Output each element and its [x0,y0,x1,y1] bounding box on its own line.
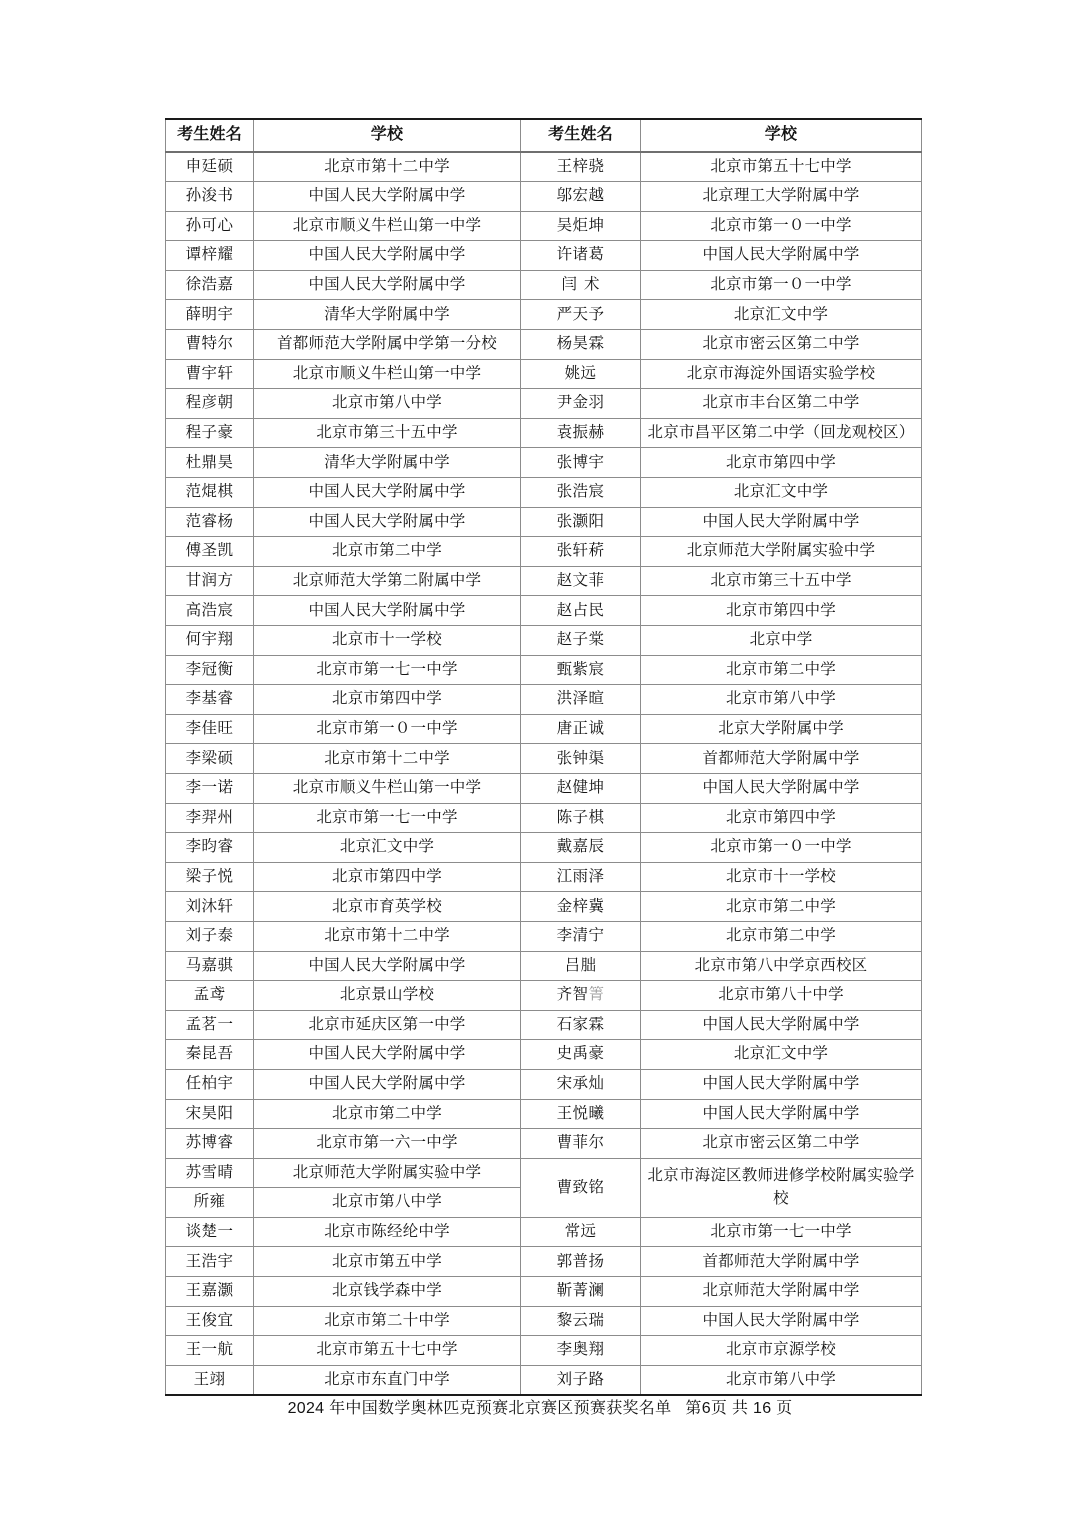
school-left: 北京市第八中学 [254,1188,521,1218]
school-left: 北京市延庆区第一中学 [254,1010,521,1040]
school-left: 北京市第二十中学 [254,1306,521,1336]
school-left: 北京市第十二中学 [254,744,521,774]
school-right: 北京市海淀外国语实验学校 [641,359,922,389]
school-left: 北京市第一七一中学 [254,655,521,685]
table-row [166,1336,922,1366]
school-right: 北京汇文中学 [641,300,922,330]
candidate-name-right: 江雨泽 [521,862,641,892]
table-row [166,359,922,389]
table-row [166,389,922,419]
table-row [166,892,922,922]
candidate-name-left: 曹特尔 [166,330,254,360]
school-left: 北京市顺义牛栏山第一中学 [254,211,521,241]
school-left: 北京市第四中学 [254,685,521,715]
candidate-name-left: 王嘉灏 [166,1277,254,1307]
candidate-name-right: 王梓骁 [521,152,641,182]
school-left: 北京市第一六一中学 [254,1129,521,1159]
candidate-name-left: 孙浚书 [166,182,254,212]
table-row [166,1277,922,1307]
school-left: 北京市第十二中学 [254,152,521,182]
candidate-name-left: 李一诺 [166,773,254,803]
header-school-right: 学校 [641,119,922,152]
school-right: 北京中学 [641,626,922,656]
school-left: 北京市第二中学 [254,537,521,567]
table-row [166,1010,922,1040]
table-row [166,270,922,300]
table-header [166,119,922,152]
candidate-name-left: 所雍 [166,1188,254,1218]
candidate-name-left: 范焜棋 [166,478,254,508]
table-row [166,1069,922,1099]
candidate-name-left: 李梁硕 [166,744,254,774]
table-row [166,862,922,892]
candidate-name-right: 吕朏 [521,951,641,981]
candidate-name-left: 任柏宇 [166,1069,254,1099]
candidate-name-left: 李基睿 [166,685,254,715]
school-right: 北京市第一０一中学 [641,211,922,241]
candidate-name-left: 王翊 [166,1365,254,1395]
candidate-name-right: 靳菁澜 [521,1277,641,1307]
table-row [166,803,922,833]
school-right: 北京市第五十七中学 [641,152,922,182]
school-left: 中国人民大学附属中学 [254,507,521,537]
candidate-name-left: 程子豪 [166,418,254,448]
candidate-name-left: 谈楚一 [166,1217,254,1247]
school-right: 北京市丰台区第二中学 [641,389,922,419]
candidate-name-right: 赵文菲 [521,566,641,596]
candidate-name-left: 谭梓耀 [166,241,254,271]
candidate-name-right: 严天予 [521,300,641,330]
school-left: 中国人民大学附属中学 [254,241,521,271]
candidate-name-right: 张灏阳 [521,507,641,537]
school-left: 中国人民大学附属中学 [254,270,521,300]
candidate-name-left: 梁子悦 [166,862,254,892]
candidate-name-left: 李佳旺 [166,714,254,744]
candidate-name-right: 宋承灿 [521,1069,641,1099]
table-row [166,744,922,774]
candidate-name-left: 傅圣凯 [166,537,254,567]
roster-table-container [165,118,921,1396]
candidate-name-left: 何宇翔 [166,626,254,656]
candidate-name-right: 曹致铭 [521,1158,641,1217]
school-left: 北京市十一学校 [254,626,521,656]
school-left: 北京景山学校 [254,981,521,1011]
school-left: 北京师范大学附属实验中学 [254,1158,521,1188]
candidate-name-right: 王悦曦 [521,1099,641,1129]
school-right: 北京市第二中学 [641,921,922,951]
table-row [166,833,922,863]
table-row [166,1247,922,1277]
school-right: 北京市第八中学京西校区 [641,951,922,981]
candidate-name-right: 李清宁 [521,921,641,951]
table-row [166,1365,922,1395]
school-right: 北京师范大学附属实验中学 [641,537,922,567]
candidate-name-left: 马嘉骐 [166,951,254,981]
table-row [166,1158,922,1188]
table-row [166,418,922,448]
table-row [166,596,922,626]
candidate-name-right: 张钟渠 [521,744,641,774]
school-left: 北京市第五中学 [254,1247,521,1277]
school-left: 清华大学附属中学 [254,448,521,478]
candidate-name-right: 张博宇 [521,448,641,478]
candidate-name-left: 孟茗一 [166,1010,254,1040]
school-right: 中国人民大学附属中学 [641,1306,922,1336]
table-row [166,300,922,330]
page-footer [0,1395,1080,1418]
school-right: 北京市密云区第二中学 [641,1129,922,1159]
school-left: 北京市第五十七中学 [254,1336,521,1366]
candidate-name-right: 洪泽暄 [521,685,641,715]
table-row [166,1040,922,1070]
table-body [166,152,922,1395]
school-right: 北京市第二中学 [641,655,922,685]
school-right: 北京汇文中学 [641,478,922,508]
school-right: 中国人民大学附属中学 [641,773,922,803]
candidate-name-left: 李昀睿 [166,833,254,863]
candidate-name-right: 杨昊霖 [521,330,641,360]
candidate-name-right: 尹金羽 [521,389,641,419]
school-right: 北京市第四中学 [641,596,922,626]
school-right: 北京市第八中学 [641,1365,922,1395]
school-right: 北京市昌平区第二中学（回龙观校区） [641,418,922,448]
candidate-name-left: 孙可心 [166,211,254,241]
school-left: 北京市第三十五中学 [254,418,521,448]
table-row [166,655,922,685]
table-row [166,241,922,271]
table-row [166,182,922,212]
school-right: 北京汇文中学 [641,1040,922,1070]
school-left: 中国人民大学附属中学 [254,1040,521,1070]
school-left: 北京市第一０一中学 [254,714,521,744]
table-row [166,507,922,537]
candidate-name-left: 王浩宇 [166,1247,254,1277]
school-right: 中国人民大学附属中学 [641,1010,922,1040]
candidate-name-right: 曹菲尔 [521,1129,641,1159]
header-school-left: 学校 [254,119,521,152]
school-left: 首都师范大学附属中学第一分校 [254,330,521,360]
school-left: 北京市第四中学 [254,862,521,892]
school-right: 中国人民大学附属中学 [641,507,922,537]
candidate-name-right: 唐正诚 [521,714,641,744]
school-right: 北京师范大学附属中学 [641,1277,922,1307]
school-left: 北京市陈经纶中学 [254,1217,521,1247]
candidate-name-left: 孟鸢 [166,981,254,1011]
candidate-name-right: 张浩宸 [521,478,641,508]
school-right: 中国人民大学附属中学 [641,241,922,271]
candidate-name-left: 曹宇轩 [166,359,254,389]
school-right: 北京市第三十五中学 [641,566,922,596]
table-row [166,626,922,656]
candidate-name-left: 王一航 [166,1336,254,1366]
table-row [166,152,922,182]
table-row [166,537,922,567]
school-right: 北京市第八十中学 [641,981,922,1011]
candidate-name-left: 程彦朝 [166,389,254,419]
school-left: 中国人民大学附属中学 [254,1069,521,1099]
school-right: 北京市第四中学 [641,803,922,833]
candidate-name-right: 郭普扬 [521,1247,641,1277]
table-row [166,685,922,715]
footer-title: 2024 年中国数学奥林匹克预赛北京赛区预赛获奖名单 [287,1400,672,1417]
candidate-name-left: 徐浩嘉 [166,270,254,300]
candidate-name-right: 陈子棋 [521,803,641,833]
school-right: 北京市十一学校 [641,862,922,892]
candidate-name-left: 苏雪晴 [166,1158,254,1188]
table-row [166,1129,922,1159]
school-right: 北京市第一七一中学 [641,1217,922,1247]
candidate-name-right: 齐智箐 [521,981,641,1011]
candidate-name-right: 石家霖 [521,1010,641,1040]
school-left: 北京师范大学第二附属中学 [254,566,521,596]
candidate-name-right: 许诸葛 [521,241,641,271]
candidate-name-right: 李奥翔 [521,1336,641,1366]
school-right: 中国人民大学附属中学 [641,1099,922,1129]
school-right: 北京理工大学附属中学 [641,182,922,212]
table-row [166,1217,922,1247]
candidate-name-left: 秦昆吾 [166,1040,254,1070]
school-left: 北京市第一七一中学 [254,803,521,833]
table-row [166,921,922,951]
candidate-name-right: 邬宏越 [521,182,641,212]
school-left: 中国人民大学附属中学 [254,951,521,981]
table-row [166,981,922,1011]
table-row [166,773,922,803]
table-row [166,951,922,981]
school-left: 北京市顺义牛栏山第一中学 [254,773,521,803]
school-right: 北京市第一０一中学 [641,270,922,300]
school-right: 中国人民大学附属中学 [641,1069,922,1099]
header-name-right: 考生姓名 [521,119,641,152]
school-left: 北京钱学森中学 [254,1277,521,1307]
candidate-name-right: 赵子棠 [521,626,641,656]
school-right: 北京市第二中学 [641,892,922,922]
table-row [166,330,922,360]
school-right: 北京大学附属中学 [641,714,922,744]
school-right: 北京市京源学校 [641,1336,922,1366]
candidate-name-right: 姚远 [521,359,641,389]
school-right: 北京市海淀区教师进修学校附属实验学校 [641,1158,922,1217]
school-right: 首都师范大学附属中学 [641,1247,922,1277]
candidate-name-left: 苏博睿 [166,1129,254,1159]
table-row [166,566,922,596]
candidate-name-right: 金梓冀 [521,892,641,922]
candidate-name-right: 刘子路 [521,1365,641,1395]
candidate-name-left: 刘沐轩 [166,892,254,922]
header-name-left: 考生姓名 [166,119,254,152]
candidate-name-right: 常远 [521,1217,641,1247]
candidate-name-right: 吴炬坤 [521,211,641,241]
award-roster-table [165,118,922,1396]
school-right: 北京市密云区第二中学 [641,330,922,360]
candidate-name-right: 戴嘉辰 [521,833,641,863]
school-left: 北京市顺义牛栏山第一中学 [254,359,521,389]
school-right: 北京市第四中学 [641,448,922,478]
school-left: 北京市第二中学 [254,1099,521,1129]
candidate-name-left: 宋昊阳 [166,1099,254,1129]
candidate-name-left: 甘润方 [166,566,254,596]
table-row [166,1306,922,1336]
candidate-name-left: 李羿州 [166,803,254,833]
candidate-name-left: 高浩宸 [166,596,254,626]
table-row [166,448,922,478]
candidate-name-right: 闫术 [521,270,641,300]
table-row [166,211,922,241]
school-right: 北京市第一０一中学 [641,833,922,863]
footer-page-info: 第6页 共 16 页 [685,1400,793,1417]
candidate-name-left: 范睿杨 [166,507,254,537]
school-left: 中国人民大学附属中学 [254,182,521,212]
table-row [166,1099,922,1129]
table-row [166,714,922,744]
school-right: 北京市第八中学 [641,685,922,715]
school-left: 北京市东直门中学 [254,1365,521,1395]
school-left: 中国人民大学附属中学 [254,596,521,626]
candidate-name-right: 袁振赫 [521,418,641,448]
school-left: 清华大学附属中学 [254,300,521,330]
school-left: 北京市第十二中学 [254,921,521,951]
school-right: 首都师范大学附属中学 [641,744,922,774]
candidate-name-right: 赵健坤 [521,773,641,803]
candidate-name-left: 李冠衡 [166,655,254,685]
candidate-name-left: 杜鼎昊 [166,448,254,478]
school-left: 北京汇文中学 [254,833,521,863]
table-row [166,478,922,508]
school-left: 中国人民大学附属中学 [254,478,521,508]
candidate-name-right: 黎云瑞 [521,1306,641,1336]
candidate-name-left: 王俊宜 [166,1306,254,1336]
candidate-name-right: 史禹豪 [521,1040,641,1070]
candidate-name-left: 申廷硕 [166,152,254,182]
candidate-name-left: 刘子泰 [166,921,254,951]
candidate-name-left: 薛明宇 [166,300,254,330]
candidate-name-right: 甄紫宸 [521,655,641,685]
header-row [166,119,922,152]
school-left: 北京市育英学校 [254,892,521,922]
school-left: 北京市第八中学 [254,389,521,419]
candidate-name-right: 张轩菥 [521,537,641,567]
candidate-name-right: 赵占民 [521,596,641,626]
